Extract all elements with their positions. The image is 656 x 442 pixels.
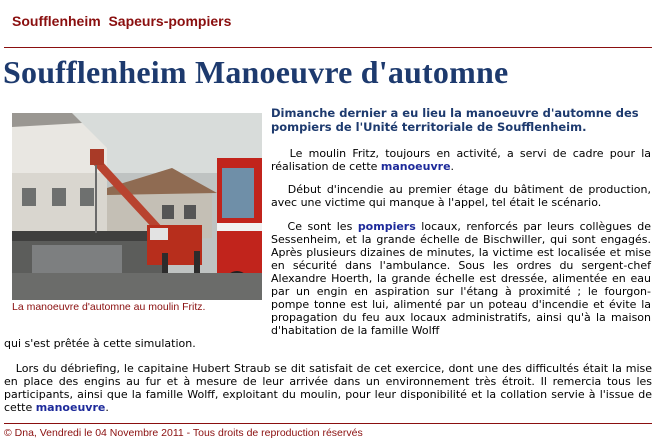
- article-title: Soufflenheim Manoeuvre d'automne: [3, 54, 509, 90]
- paragraph-2: [271, 183, 651, 209]
- fire-drill-photo: [12, 113, 262, 300]
- paragraph-4-text: Lors du débriefing, le capitaine Hubert Straub se dit satisfait de cet exercice, dont une des difficultés était la mise en place des engins au fur et à mesure de leur arrivée dans un environnement très étroit. Il remercia tous les participants, ainsi que la famille Wolff, exploitant du moulin, pour leur disponibilité et la collation servie à l'issue de cette: [4, 362, 652, 414]
- photo-caption: La manoeuvre d'automne au moulin Fritz.: [12, 301, 206, 313]
- manoeuvre-link-2[interactable]: manoeuvre: [35, 401, 106, 414]
- paragraph-2-text: Début d'incendie au premier étage du bâtiment de production, avec une victime qui manque à l'appel, tel était le scénario.: [271, 183, 651, 209]
- manoeuvre-link[interactable]: manoeuvre: [380, 160, 451, 173]
- pompiers-link[interactable]: pompiers: [357, 220, 416, 233]
- paragraph-4-end: .: [105, 401, 109, 414]
- paragraph-3-after: locaux, renforcés par leurs collègues de Sessenheim, et la grande échelle de Bischwiller, qui sont engagés. Après plusieurs dizaines de minutes, la victime est localisée et mise en sécurité dans l'ambulance. Sous les ordres du sergent-chef Alexandre Hoerth, la grande échelle est dressée, alimentée en eau par un engin en aspiration sur l'étang à proximité ; le fourgon-pompe tonne est lui, alimenté par un poteau d'incendie et évite la propagation du feu aux locaux administratifs, ainsi qu'à la maison d'habitation de la famille Wolff: [271, 220, 651, 337]
- article-lead: Dimanche dernier a eu lieu la manoeuvre d'automne des pompiers de l'Unité territoriale de Soufflenheim.: [271, 106, 639, 134]
- footer-divider: [4, 423, 652, 424]
- paragraph-1-end: .: [450, 160, 455, 173]
- site-header: Soufflenheim Sapeurs-pompiers: [12, 13, 232, 29]
- paragraph-3-before: Ce sont les: [287, 220, 358, 233]
- paragraph-1: [271, 147, 651, 173]
- paragraph-3: [271, 220, 651, 337]
- copyright-footer: © Dna, Vendredi le 04 Novembre 2011 - Tous droits de reproduction réservés: [4, 427, 363, 439]
- paragraph-3-continuation: qui s'est prêtée à cette simulation.: [4, 337, 196, 350]
- article-photo[interactable]: [12, 113, 262, 300]
- paragraph-4: [4, 362, 652, 414]
- paragraph-1-text: Le moulin Fritz, toujours en activité, a servi de cadre pour la réalisation de cette: [271, 147, 651, 173]
- header-divider: [4, 47, 652, 48]
